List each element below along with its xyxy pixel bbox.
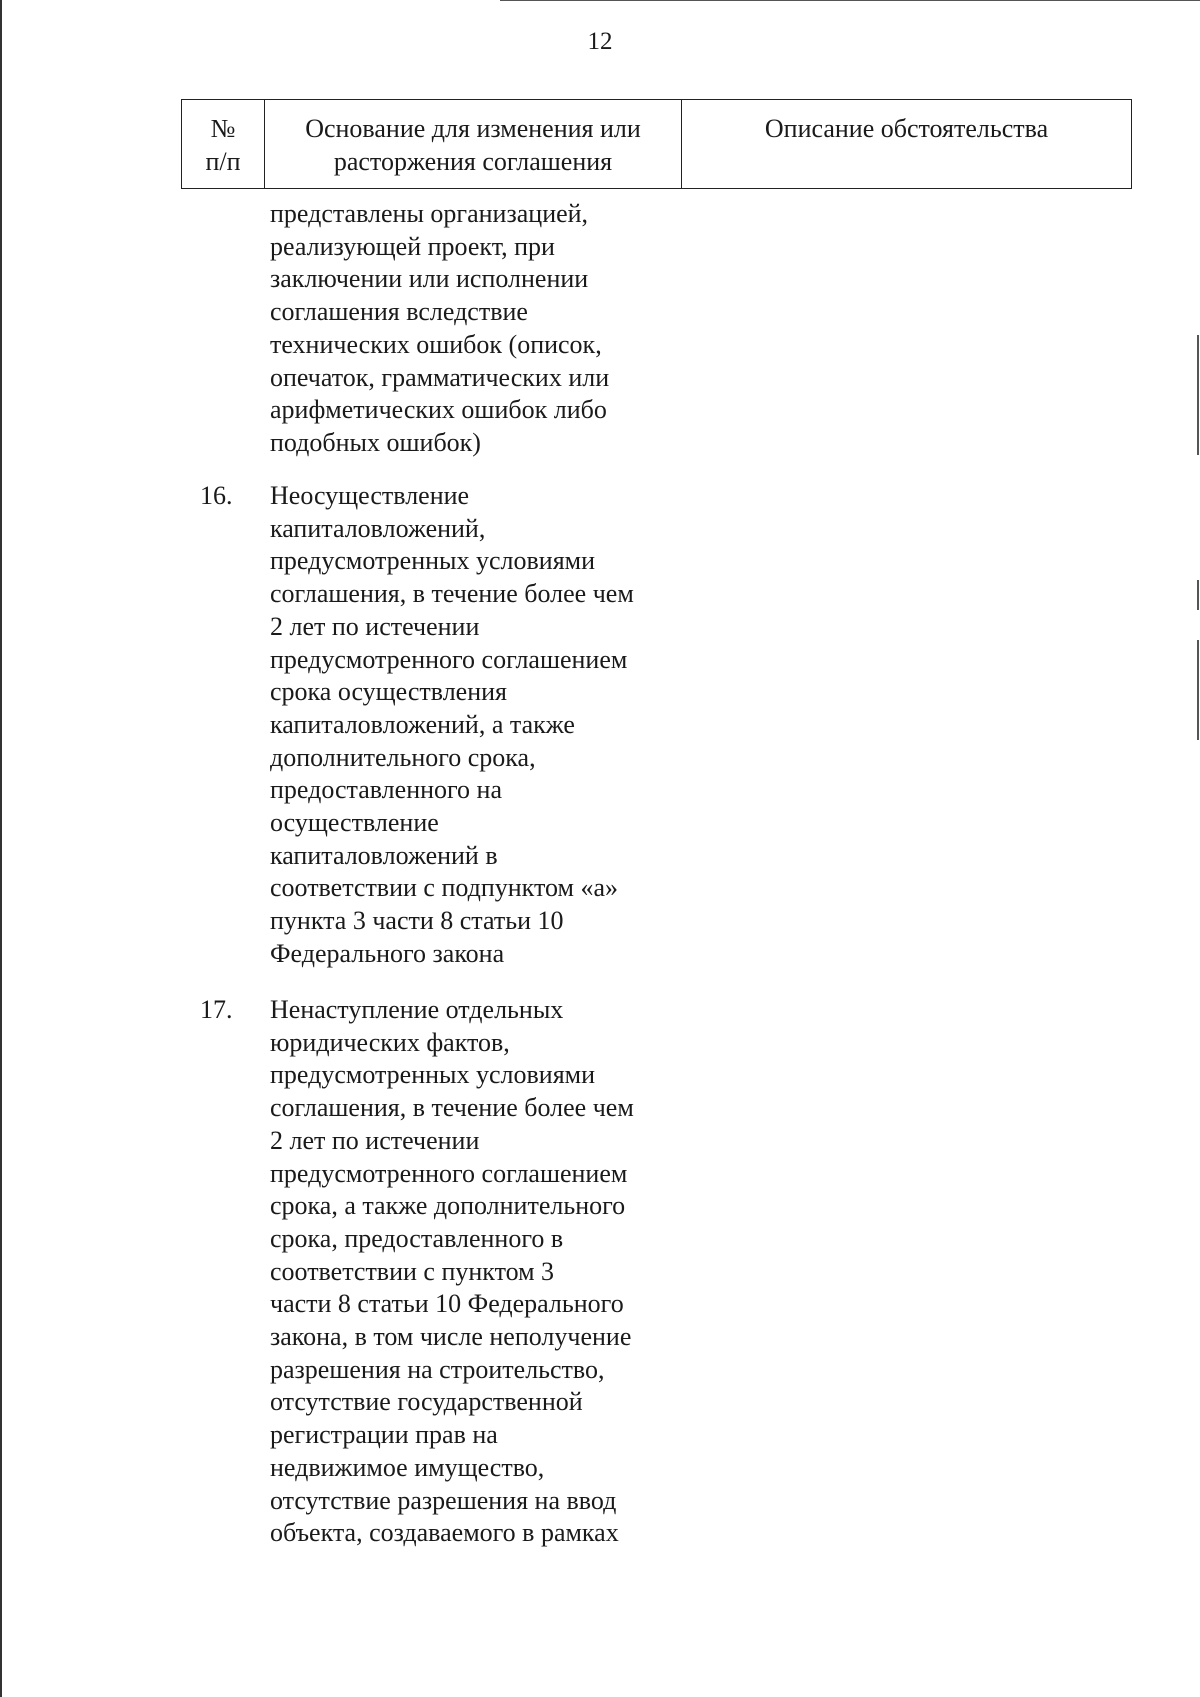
text-line: срока осуществления — [270, 677, 508, 707]
text-line: предоставленного на — [270, 775, 502, 805]
text-line: заключении или исполнении — [270, 264, 589, 294]
table-header — [181, 99, 1132, 189]
header-number-line: № — [210, 114, 236, 143]
text-line: предусмотренных условиями — [270, 546, 596, 576]
text-line: отсутствие разрешения на ввод — [270, 1485, 617, 1515]
text-line: части 8 статьи 10 Федерального — [270, 1289, 624, 1319]
text-line: 2 лет по истечении — [270, 611, 480, 641]
text-line: предусмотренного соглашением — [270, 1158, 628, 1188]
header-cell-basis — [265, 100, 682, 189]
continuation-text — [270, 198, 690, 460]
header-basis-line: Основание для изменения или — [305, 114, 641, 143]
text-line: арифметических ошибок либо — [270, 395, 607, 425]
row-number: 16. — [200, 481, 233, 510]
text-line: капиталовложений, а также — [270, 709, 575, 739]
text-line: юридических фактов, — [270, 1027, 510, 1057]
text-line: Ненаступление отдельных — [270, 995, 564, 1024]
text-line: капиталовложений в — [270, 840, 498, 870]
text-line: отсутствие государственной — [270, 1387, 583, 1417]
text-line: Федерального закона — [270, 938, 505, 968]
text-line: недвижимое имущество, — [270, 1452, 545, 1482]
header-cell-description — [682, 100, 1132, 189]
text-line: объекта, создаваемого в рамках — [270, 1518, 619, 1548]
text-line: пункта 3 части 8 статьи 10 — [270, 906, 564, 936]
text-line: срока, а также дополнительного — [270, 1191, 626, 1221]
text-line: технических ошибок (описок, — [270, 329, 602, 359]
text-line: предусмотренного соглашением — [270, 644, 628, 674]
text-line: регистрации прав на — [270, 1420, 498, 1450]
scan-left-edge — [0, 0, 2, 1697]
row-basis-text — [270, 994, 690, 1550]
text-line: дополнительного срока, — [270, 742, 536, 772]
text-line: представлены организацией, — [270, 199, 589, 228]
scan-right-mark — [1197, 335, 1199, 455]
text-line: соглашения вследствие — [270, 297, 528, 327]
scan-right-mark — [1197, 580, 1199, 610]
header-cell-number — [182, 100, 265, 189]
table-header-row — [182, 100, 1132, 189]
text-line: опечаток, грамматических или — [270, 362, 610, 392]
text-line: соглашения, в течение более чем — [270, 579, 634, 609]
page-number: 12 — [587, 28, 613, 55]
row-number: 17. — [200, 995, 233, 1024]
text-line: Неосуществление — [270, 481, 470, 510]
text-line: капиталовложений, — [270, 513, 486, 543]
scan-right-mark — [1197, 640, 1199, 740]
text-line: 2 лет по истечении — [270, 1125, 480, 1155]
header-basis-line: расторжения соглашения — [333, 147, 613, 176]
header-number-line: п/п — [205, 147, 241, 176]
text-line: осуществление — [270, 808, 439, 838]
text-line: подобных ошибок) — [270, 427, 481, 457]
text-line: соответствии с пунктом 3 — [270, 1256, 555, 1286]
row-basis-text — [270, 480, 690, 971]
header-description-line: Описание обстоятельства — [764, 114, 1049, 143]
text-line: разрешения на строительство, — [270, 1354, 605, 1384]
text-line: соглашения, в течение более чем — [270, 1093, 634, 1123]
text-line: срока, предоставленного в — [270, 1223, 564, 1253]
text-line: соответствии с подпунктом «а» — [270, 873, 618, 903]
text-line: предусмотренных условиями — [270, 1060, 596, 1090]
scan-top-edge — [500, 0, 1200, 1]
text-line: реализующей проект, при — [270, 231, 555, 261]
text-line: закона, в том числе неполучение — [270, 1322, 632, 1352]
